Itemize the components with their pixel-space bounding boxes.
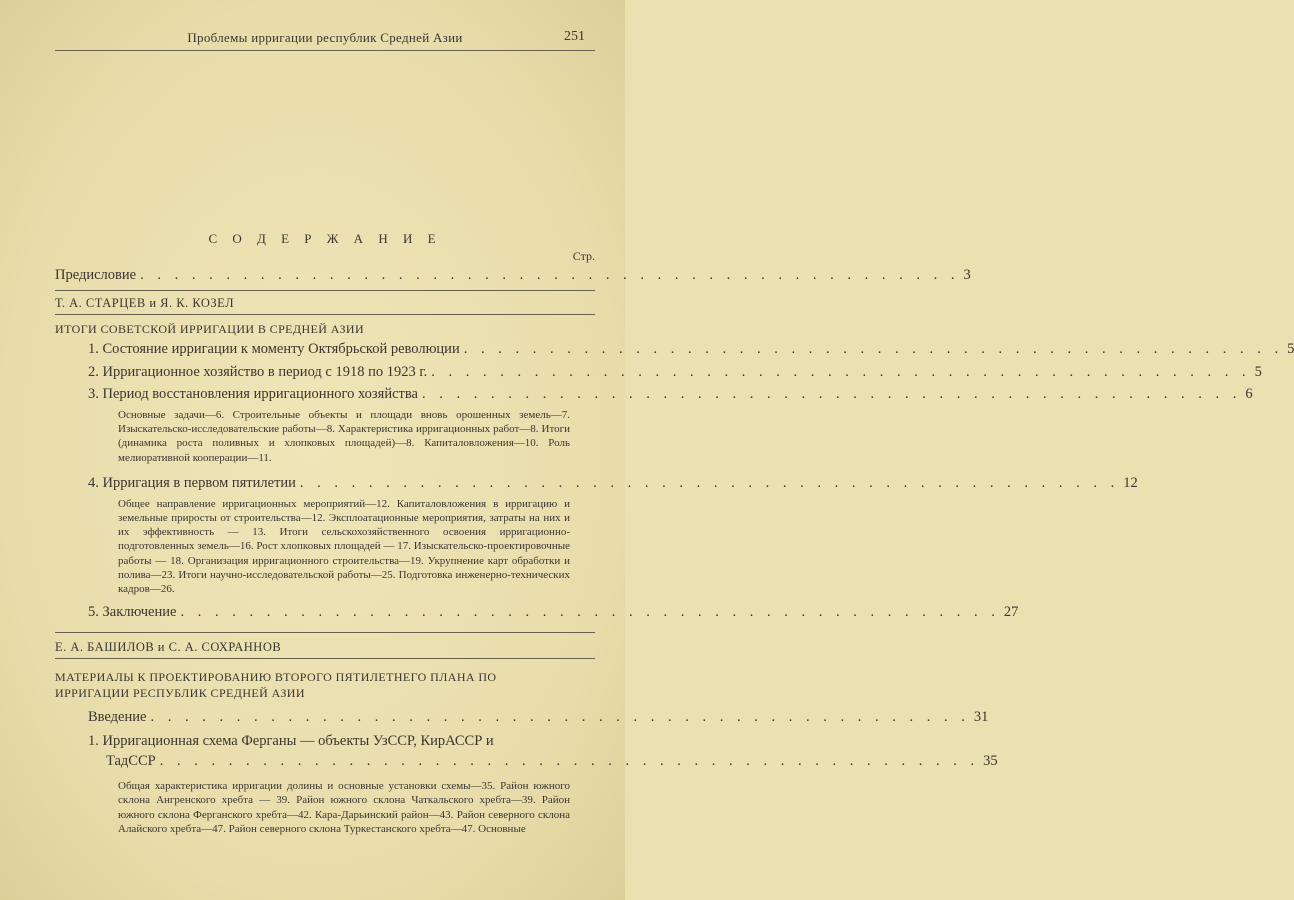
toc-entry-4[interactable] <box>88 473 1138 493</box>
toc-entry-intro[interactable] <box>88 707 989 727</box>
entry-page: 5 <box>1254 364 1262 380</box>
page-column-label: Стр. <box>572 249 595 263</box>
entry-label: 3. Период восстановления ирригационного хозяйства <box>88 386 418 402</box>
entry-label: 2. Ирригационное хозяйство в период с 1918 по 1923 г. <box>88 364 428 380</box>
entry-page: 6 <box>1245 386 1253 402</box>
page-column <box>55 0 1294 836</box>
entry-page: 35 <box>983 753 998 770</box>
section-rule <box>55 658 595 659</box>
leader-dots: . . . . . . . . . . . . . . . . . . . . . . . . . . . . . . . . . . . . . . . . . . . . . . . . <box>431 364 1251 380</box>
entry-page: 27 <box>1003 604 1019 621</box>
entry-page: 12 <box>1123 474 1138 491</box>
toc-entry-5[interactable] <box>88 602 1019 622</box>
entry-label: 1. Состояние ирригации к моменту Октябрьской революции <box>88 341 460 357</box>
entry-4-description: Общее направление ирригационных мероприятий—12. Капиталовложения в ирригацию и земельные приросты от строительства—12. Эксплоатационные мероприятия, затраты на них и их эффективность — 13. Итоги сельскохозяйственного освоения ирригационно-подготовленных земель—16. Рост хлопковых площадей — 17. Изыскательско-проектировочные работы — 18. Организация ирригационного строительства—19. Укрупнение карт обработки и полива—23. Итоги научно-исследовательской работы—25. Подготовка инженерно-технических кадров—26. <box>118 497 570 596</box>
toc-title: С О Д Е Р Ж А Н И Е <box>208 231 442 246</box>
entry-page: 31 <box>973 709 989 726</box>
entry-page: 5 <box>1287 341 1294 357</box>
entry-label: ТадССР <box>106 753 156 770</box>
toc-entry-1[interactable] <box>88 339 1294 359</box>
entry-p2-1-description: Общая характеристика ирригации долины и основные установки схемы—35. Район южного склона Ангренского хребта — 39. Район южного склона Чаткальского хребта—39. Район южного склона Ферганского хребта—42. Кара-Дарьинский район—43. Район северного склона Алайского хребта—47. Район северного склона Туркестанского хребта—47. Основные <box>118 780 570 835</box>
leader-dots: . . . . . . . . . . . . . . . . . . . . . . . . . . . . . . . . . . . . . . . . . . . . . . . . <box>299 474 1120 491</box>
page-number: 251 <box>564 29 585 44</box>
entry-page: 3 <box>963 267 971 283</box>
entry-3-description: Основные задачи—6. Строительные объекты и площади вновь орошенных земель—7. Изыскательско-исследовательские работы—8. Характеристика ирригационных работ—8. Итоги (динамика роста поливных и хлопковых площадей)—8. Капиталовложения—10. Роль мелиоративной кооперации—11. <box>118 409 570 464</box>
running-title: Проблемы ирригации республик Средней Азии <box>187 30 463 45</box>
part1-title: ИТОГИ СОВЕТСКОЙ ИРРИГАЦИИ В СРЕДНЕЙ АЗИИ <box>55 322 365 336</box>
toc-entry-preface[interactable] <box>55 265 971 285</box>
part2-title-line1: МАТЕРИАЛЫ К ПРОЕКТИРОВАНИЮ ВТОРОГО ПЯТИЛЕТНЕГО ПЛАНА ПО <box>55 670 497 685</box>
toc-entry-3[interactable] <box>88 384 1253 404</box>
leader-dots: . . . . . . . . . . . . . . . . . . . . . . . . . . . . . . . . . . . . . . . . . . . . . . . . <box>140 267 960 283</box>
part2-title-line2: ИРРИГАЦИИ РЕСПУБЛИК СРЕДНЕЙ АЗИИ <box>55 686 305 701</box>
leader-dots: . . . . . . . . . . . . . . . . . . . . . . . . . . . . . . . . . . . . . . . . . . . . . . . . <box>159 753 980 770</box>
toc-entry-2[interactable] <box>88 362 1262 382</box>
header <box>55 0 595 51</box>
entry-label: 4. Ирригация в первом пятилетии <box>88 474 296 491</box>
part2-authors: Е. А. БАШИЛОВ и С. А. СОХРАННОВ <box>55 640 282 655</box>
leader-dots: . . . . . . . . . . . . . . . . . . . . . . . . . . . . . . . . . . . . . . . . . . . . . . . . <box>180 604 1000 621</box>
toc-entry-p2-1[interactable] <box>106 751 998 771</box>
leader-dots: . . . . . . . . . . . . . . . . . . . . . . . . . . . . . . . . . . . . . . . . . . . . . . . . <box>150 709 970 726</box>
section-rule <box>55 290 595 291</box>
leader-dots: . . . . . . . . . . . . . . . . . . . . . . . . . . . . . . . . . . . . . . . . . . . . . . . . <box>463 341 1284 357</box>
leader-dots: . . . . . . . . . . . . . . . . . . . . . . . . . . . . . . . . . . . . . . . . . . . . . . . . <box>421 386 1242 402</box>
section-rule <box>55 632 595 633</box>
entry-label: Введение <box>88 709 147 726</box>
entry-label: 5. Заключение <box>88 604 177 621</box>
toc-entry-p2-1-line1[interactable]: 1. Ирригационная схема Ферганы — объекты УзССР, КирАССР и <box>88 733 494 750</box>
section-rule <box>55 314 595 315</box>
part1-authors: Т. А. СТАРЦЕВ и Я. К. КОЗЕЛ <box>55 296 235 310</box>
entry-label: Предисловие <box>55 267 137 283</box>
